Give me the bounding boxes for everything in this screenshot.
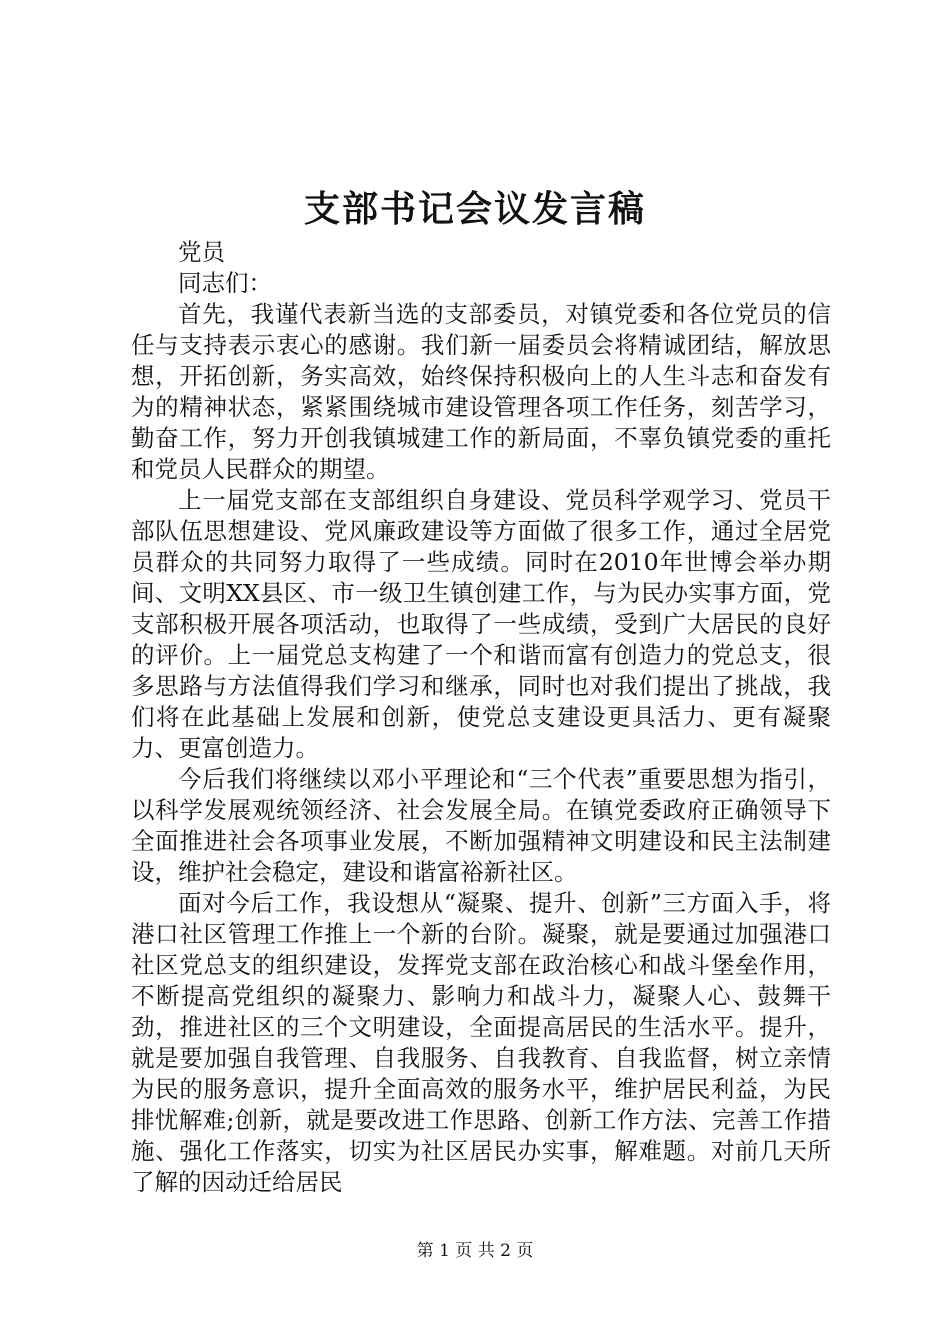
page-number-footer: 第 1 页 共 2 页 <box>416 1241 534 1261</box>
body-paragraph-1: 首先，我谨代表新当选的支部委员，对镇党委和各位党员的信任与支持表示衷心的感谢。我们新一届委员会将精诚团结，解放思想，开拓创新，务实高效，始终保持积极向上的人生斗志和奋发有为的精神状态，紧紧围绕城市建设管理各项工作任务，刻苦学习，勤奋工作，努力开创我镇城建工作的新局面，不辜负镇党委的重托和党员人民群众的期望。 <box>131 300 831 483</box>
salutation-line-2: 同志们： <box>178 269 272 297</box>
body-paragraph-3: 今后我们将继续以邓小平理论和“三个代表”重要思想为指引，以科学发展观统领经济、社会发展全局。在镇党委政府正确领导下全面推进社会各项事业发展，不断加强精神文明建设和民主法制建设，维护社会稳定，建设和谐富裕新社区。 <box>131 765 831 886</box>
document-title: 支部书记会议发言稿 <box>303 188 646 230</box>
body-paragraph-2: 上一届党支部在支部组织自身建设、党员科学观学习、党员干部队伍思想建设、党风廉政建设等方面做了很多工作，通过全居党员群众的共同努力取得了一些成绩。同时在2010年世博会举办期间、文明XX县区、市一级卫生镇创建工作，与为民办实事方面，党支部积极开展各项活动，也取得了一些成绩，受到广大居民的良好的评价。上一届党总支构建了一个和谐而富有创造力的党总支，很多思路与方法值得我们学习和继承，同时也对我们提出了挑战，我们将在此基础上发展和创新，使党总支建设更具活力、更有凝聚力、更富创造力。 <box>131 486 831 762</box>
body-paragraph-4: 面对今后工作，我设想从“凝聚、提升、创新”三方面入手，将港口社区管理工作推上一个新的台阶。凝聚，就是要通过加强港口社区党总支的组织建设，发挥党支部在政治核心和战斗堡垒作用，不断提高党组织的凝聚力、影响力和战斗力，凝聚人心、鼓舞干劲，推进社区的三个文明建设，全面提高居民的生活水平。提升，就是要加强自我管理、自我服务、自我教育、自我监督，树立亲情为民的服务意识，提升全面高效的服务水平，维护居民利益，为民排忧解难;创新，就是要改进工作思路、创新工作方法、完善工作措施、强化工作落实，切实为社区居民办实事，解难题。对前几天所了解的因动迁给居民 <box>131 889 831 1196</box>
document-body <box>131 237 831 1198</box>
salutation-line-1: 党员 <box>178 238 225 266</box>
